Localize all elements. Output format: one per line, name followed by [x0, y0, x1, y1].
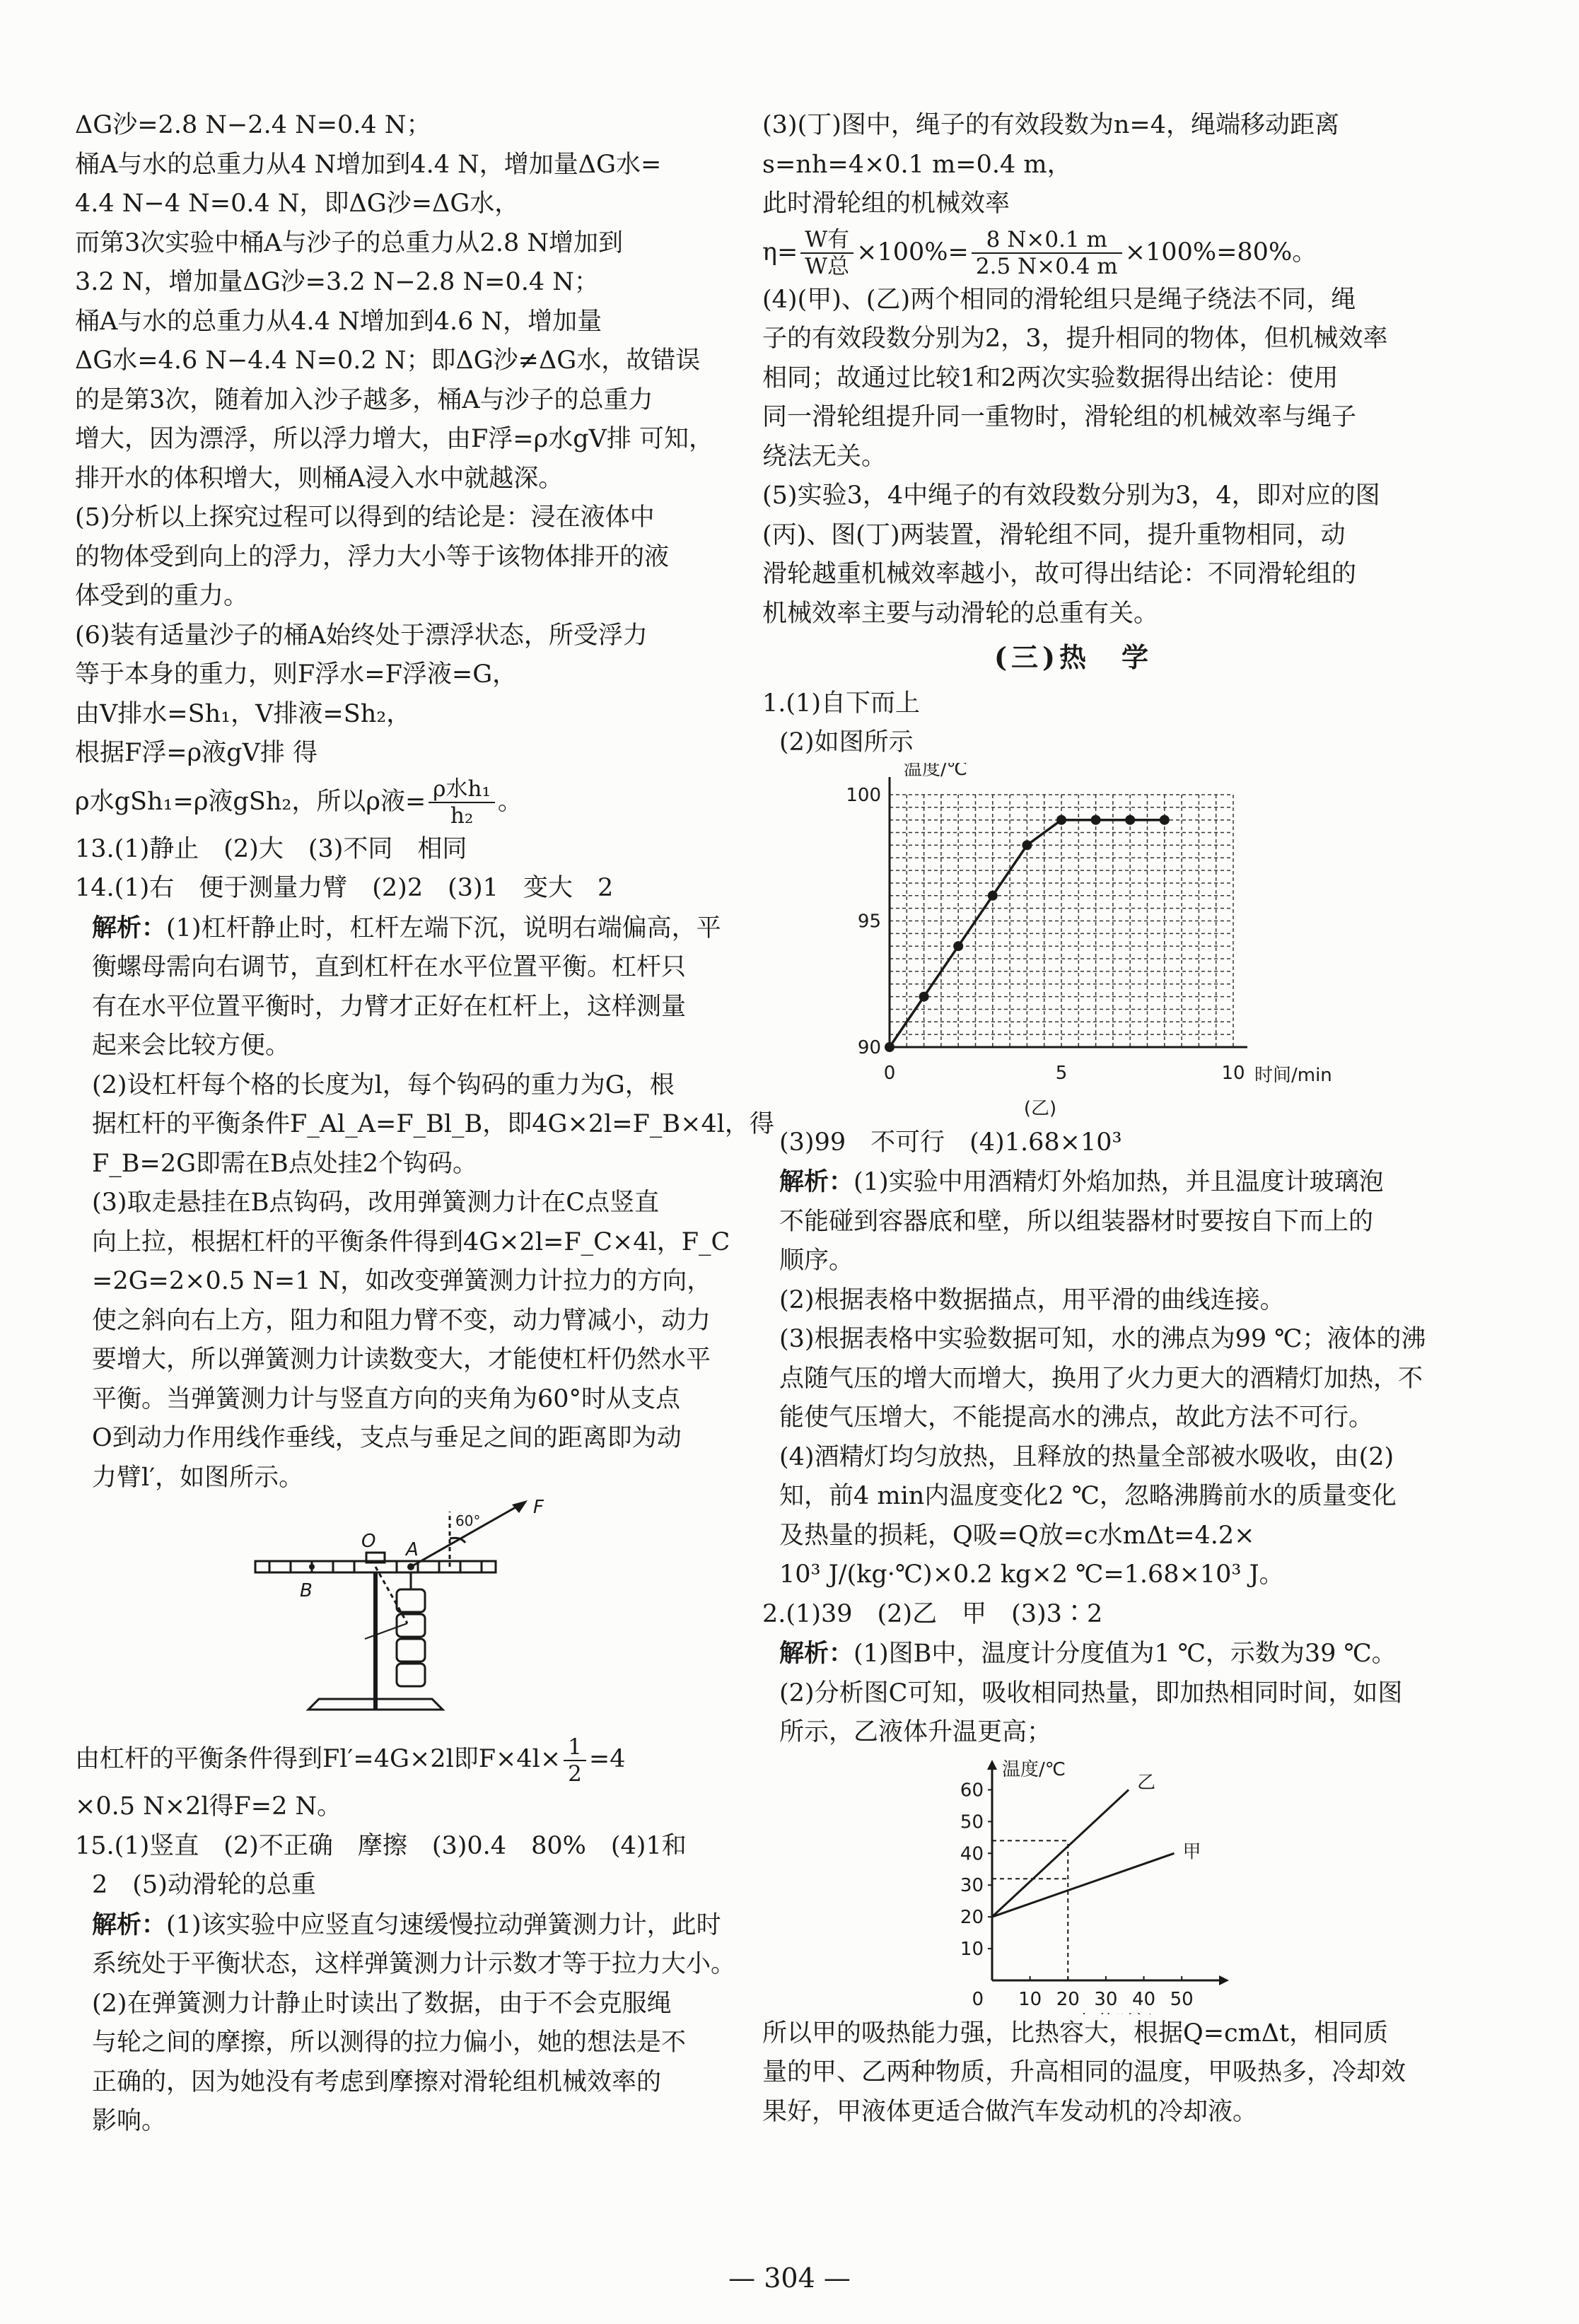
lever-diagram [75, 1497, 697, 1731]
text-line: 系统处于平衡状态，这样弹簧测力计示数才等于拉力大小。 [92, 1950, 736, 1978]
text-line: 起来会比较方便。 [92, 1032, 291, 1060]
x-tick-label: 50 [1170, 1988, 1194, 2010]
text-line: (2)根据表格中数据描点，用平滑的曲线连接。 [779, 1285, 1285, 1314]
text-line: (5)实验3，4中绳子的有效段数分别为3，4，即对应的图 [762, 481, 1380, 510]
text-line: 桶A与水的总重力从4 N增加到4.4 N，增加量ΔG水= [75, 150, 662, 179]
label-A: A [406, 1539, 419, 1560]
text-line: (2)在弹簧测力计静止时读出了数据，由于不会克服绳 [92, 1989, 672, 2018]
text-line: 平衡。当弹簧测力计与竖直方向的夹角为60°时从支点 [92, 1384, 681, 1413]
text-line: 增大，因为漂浮，所以浮力增大，由F浮=ρ水gV排 可知， [75, 425, 713, 453]
series-label: 乙 [1137, 1771, 1156, 1793]
label-F: F [533, 1497, 544, 1518]
text-line: 有在水平位置平衡时，力臂才正好在杠杆上，这样测量 [92, 992, 687, 1021]
text-line: 解析：(1)图B中，温度计分度值为1 ℃，示数为39 ℃。 [779, 1639, 1397, 1668]
text-line: (6)装有适量沙子的桶A始终处于漂浮状态，所受浮力 [75, 621, 648, 650]
question-number: 15. [75, 1831, 115, 1860]
text-line: 影响。 [92, 2107, 167, 2135]
y-axis-label: 温度/℃ [1002, 1758, 1066, 1780]
text-line: 据杠杆的平衡条件F_Al_A=F_Bl_B，即4G×2l=F_B×4l，得 [92, 1110, 774, 1138]
answer-14: 14.(1)右 便于测量力臂 (2)2 (3)1 变大 2 [75, 874, 614, 902]
chart-caption: (乙) [1023, 1097, 1057, 1119]
text-line: 力臂l′，如图所示。 [92, 1463, 304, 1492]
data-point [919, 991, 929, 1001]
data-point [1022, 840, 1032, 850]
y-tick-label: 10 [960, 1938, 984, 1960]
analysis-1 [762, 1162, 1426, 1595]
page-number: — 304 — [728, 2262, 851, 2294]
text-line: 要增大，所以弹簧测力计读数变大，才能使杠杆仍然水平 [92, 1345, 711, 1374]
rho-formula: ρ水gSh₁=ρ液gSh₂，所以ρ液= $\frac{\text{ρ水h₁}}{\text{h₂}}$ 。 [75, 776, 523, 829]
text-line: 体受到的重力。 [75, 582, 249, 610]
lever-figure [75, 1497, 697, 1731]
text-line: 能使气压增大，不能提高水的沸点，故此方法不可行。 [779, 1403, 1374, 1432]
y-tick-label: 100 [846, 784, 881, 806]
analysis-label: 解析： [92, 913, 167, 942]
lever-equation: 由杠杆的平衡条件得到Fl′=4G×2l即F×4l× $\frac{1}{2}$ =4 [75, 1734, 626, 1787]
data-point [1125, 814, 1135, 824]
x-axis-arrow [1219, 1975, 1229, 1985]
text-line: 10³ J/(kg·℃)×0.2 kg×2 ℃=1.68×10³ J。 [779, 1560, 1284, 1589]
analysis-14 [75, 909, 774, 1498]
text-line: 量的甲、乙两种物质，升高相同的温度，甲吸热多，冷却效 [762, 2058, 1406, 2086]
answer-1a: 1.(1)自下而上 [762, 689, 920, 718]
text-line: 点随气压的增大而增大，换用了火力更大的酒精灯加热，不 [779, 1364, 1423, 1393]
series-label: 甲 [1182, 1840, 1201, 1862]
analysis-label: 解析： [92, 1910, 167, 1939]
data-point [1160, 814, 1170, 824]
text-line: 所以甲的吸热能力强，比热容大，根据Q=cmΔt，相同质 [762, 2019, 1389, 2048]
text-line: 等于本身的重力，则F浮水=F浮液=G， [75, 660, 518, 689]
y-tick-label: 40 [960, 1843, 984, 1864]
text-line: (3)(丁)图中，绳子的有效段数为n=4，绳端移动距离 [762, 111, 1340, 139]
answer-1c: (3)99 不可行 (4)1.68×10³ [779, 1128, 1122, 1157]
right-mid-lines [762, 281, 1388, 634]
heating-chart [762, 1753, 1385, 2014]
y-tick-label: 60 [960, 1779, 984, 1801]
text-line: (丙)、图(丁)两装置，滑轮组不同，提升重物相同，动 [762, 520, 1346, 549]
text-line: 的是第3次，随着加入沙子越多，桶A与沙子的总重力 [75, 385, 653, 414]
value-fraction: $\frac{8 N\times 0.1 m}{2.5 N\times 0.4 m}$ [972, 227, 1122, 279]
x-tick-label: 40 [1131, 1988, 1156, 2010]
y-axis-label: 温度/℃ [904, 762, 967, 780]
data-point [885, 1042, 895, 1052]
text-line: 向上拉，根据杠杆的平衡条件得到4G×2l=F_C×4l，F_C [92, 1227, 730, 1256]
text-line: 而第3次实验中桶A与沙子的总重力从2.8 N增加到 [75, 228, 623, 257]
text-line: 相同；故通过比较1和2两次实验数据得出结论：使用 [762, 363, 1339, 392]
text-line: (2)分析图C可知，吸收相同热量，即加热相同时间，如图 [779, 1678, 1403, 1707]
text-line: 解析：(1)杠杆静止时，杠杆左端下沉，说明右端偏高，平 [92, 913, 721, 942]
text-line: 由V排水=Sh₁，V排液=Sh₂， [75, 699, 412, 728]
series-line-jia [992, 1853, 1174, 1917]
x-tick-label: 20 [1056, 1988, 1080, 2010]
lever-equation-line2: ×0.5 N×2l得F=2 N。 [75, 1792, 342, 1821]
text-line: (4)(甲)、(乙)两个相同的滑轮组只是绳子绕法不同，绳 [762, 285, 1356, 314]
text-line: (3)取走悬挂在B点钩码，改用弹簧测力计在C点竖直 [92, 1189, 660, 1217]
text-line: 子的有效段数分别为2，3，提升相同的物体，但机械效率 [762, 325, 1388, 353]
question-number: 14. [75, 874, 115, 902]
section-title: (三)热 学 [994, 641, 1153, 673]
question-number: 2. [762, 1599, 786, 1628]
text-line: 机械效率主要与动滑轮的总重有关。 [762, 599, 1159, 628]
text-line: 不能碰到容器底和壁，所以组装器材时要按自下而上的 [779, 1207, 1374, 1236]
x-axis-label [1079, 2012, 1168, 2014]
y-tick-label: 20 [960, 1906, 984, 1928]
x-tick-label: 0 [972, 1988, 984, 2010]
text-line: =2G=2×0.5 N=1 N，如改变弹簧测力计拉力的方向， [92, 1267, 712, 1295]
y-axis-arrow [987, 1760, 997, 1770]
text-line: F_B=2G即需在B点处挂2个钩码。 [92, 1149, 478, 1178]
series-line-yi [992, 1789, 1129, 1917]
answer-1b: (2)如图所示 [779, 728, 914, 757]
answer-13: 13.(1)静止 (2)大 (3)不同 相同 [75, 834, 467, 863]
right-top-lines [762, 106, 1385, 224]
text-line: 绕法无关。 [762, 442, 887, 471]
y-tick-label: 95 [857, 911, 881, 932]
text-line: (5)分析以上探究过程可以得到的结论是：浸在液体中 [75, 503, 655, 532]
text-line: 及热量的损耗，Q吸=Q放=c水mΔt=4.2× [779, 1521, 1255, 1550]
text-line: O到动力作用线作垂线，支点与垂足之间的距离即为动 [92, 1424, 682, 1452]
answer-15: 15.(1)竖直 (2)不正确 摩擦 (3)0.4 80% (4)1和 [75, 1831, 687, 1860]
analysis-2 [762, 1634, 1403, 1753]
text-line: 知，前4 min内温度变化2 ℃，忽略沸腾前水的质量变化 [779, 1482, 1397, 1510]
x-axis-label: 时间/min [1254, 1064, 1332, 1086]
data-point [1056, 814, 1066, 824]
label-B: B [300, 1580, 313, 1601]
x-tick-label: 5 [1055, 1062, 1068, 1084]
label-angle: 60° [455, 1512, 481, 1529]
text-line: 顺序。 [779, 1246, 854, 1275]
y-tick-label: 30 [960, 1874, 984, 1896]
text-line: 所示，乙液体升温更高； [779, 1718, 1052, 1746]
text-line: ΔG水=4.6 N−4.4 N=0.2 N；即ΔG沙≠ΔG水，故错误 [75, 346, 701, 375]
text-line: ΔG沙=2.8 N−2.4 N=0.4 N； [75, 111, 431, 139]
text-line: (4)酒精灯均匀放热，且释放的热量全部被水吸收，由(2) [779, 1442, 1394, 1471]
text-line: 解析：(1)该实验中应竖直匀速缓慢拉动弹簧测力计，此时 [92, 1910, 721, 1939]
efficiency-formula: η= $\frac{\text{W有}}{\text{W总}}$ ×100%= $\frac{8 N\times 0.1 m}{2.5 N\times 0.4 m}$ ×100%=80%。 [762, 227, 1317, 279]
analysis-label: 解析： [779, 1167, 854, 1196]
text-line: 衡螺母需向右调节，直到杠杆在水平位置平衡。杠杆只 [92, 953, 687, 981]
half-fraction: $\frac{1}{2}$ [564, 1734, 586, 1787]
answer-2: 2.(1)39 (2)乙 甲 (3)3∶2 [762, 1599, 1103, 1628]
label-O: O [361, 1531, 376, 1552]
answer-15-cont: 2 (5)动滑轮的总重 [92, 1871, 316, 1899]
x-tick-label: 10 [1221, 1062, 1245, 1084]
question-number: 1. [762, 689, 786, 718]
heating-chart-figure [762, 1753, 1385, 2014]
right-column [762, 106, 1426, 2132]
text-line: 滑轮越重机械效率越小，故可得出结论：不同滑轮组的 [762, 560, 1357, 588]
text-line: 4.4 N−4 N=0.4 N，即ΔG沙=ΔG水， [75, 189, 520, 218]
left-opening-lines [75, 106, 713, 773]
text-line: (3)根据表格中实验数据可知，水的沸点为99 ℃；液体的沸 [779, 1325, 1426, 1353]
boiling-chart [762, 763, 1385, 1123]
analysis-label: 解析： [779, 1639, 854, 1668]
text-line: 的物体受到向上的浮力，浮力大小等于该物体排开的液 [75, 542, 670, 571]
left-column [75, 106, 774, 2142]
text-line: 此时滑轮组的机械效率 [762, 189, 1010, 218]
x-tick-label: 30 [1094, 1988, 1118, 2010]
right-end-lines [762, 2014, 1406, 2132]
text-line: 同一滑轮组提升同一重物时，滑轮组的机械效率与绳子 [762, 403, 1357, 431]
text-line: 桶A与水的总重力从4.4 N增加到4.6 N，增加量 [75, 307, 602, 336]
text-line: s=nh=4×0.1 m=0.4 m， [762, 150, 1072, 179]
text-line: 使之斜向右上方，阻力和阻力臂不变，动力臂减小，动力 [92, 1306, 711, 1335]
rho-fraction: $\frac{\text{ρ水h₁}}{\text{h₂}}$ [429, 776, 495, 829]
y-tick-label: 50 [960, 1811, 984, 1833]
y-tick-label: 90 [857, 1037, 881, 1058]
text-line: 3.2 N，增加量ΔG沙=3.2 N−2.8 N=0.4 N； [75, 268, 599, 296]
question-number: 13. [75, 834, 115, 863]
text-line: 与轮之间的摩擦，所以测得的拉力偏小，她的想法是不 [92, 2028, 687, 2057]
work-fraction: $\frac{\text{W有}}{\text{W总}}$ [800, 227, 853, 279]
x-tick-label: 0 [883, 1062, 896, 1084]
data-point [953, 941, 963, 951]
text-line: 解析：(1)实验中用酒精灯外焰加热，并且温度计玻璃泡 [779, 1167, 1384, 1196]
x-tick-label: 10 [1018, 1988, 1042, 2010]
data-point [988, 890, 998, 900]
text-line: 排开水的体积增大，则桶A浸入水中就越深。 [75, 464, 564, 493]
boiling-chart-figure [762, 763, 1385, 1123]
text-line: 果好，甲液体更适合做汽车发动机的冷却液。 [762, 2097, 1258, 2126]
analysis-15 [75, 1905, 736, 2142]
text-line: (2)设杠杆每个格的长度为l，每个钩码的重力为G，根 [92, 1070, 675, 1099]
data-point [1091, 814, 1101, 824]
text-line: 根据F浮=ρ液gV排 得 [75, 739, 317, 767]
text-line: 正确的，因为她没有考虑到摩擦对滑轮组机械效率的 [92, 2067, 662, 2096]
